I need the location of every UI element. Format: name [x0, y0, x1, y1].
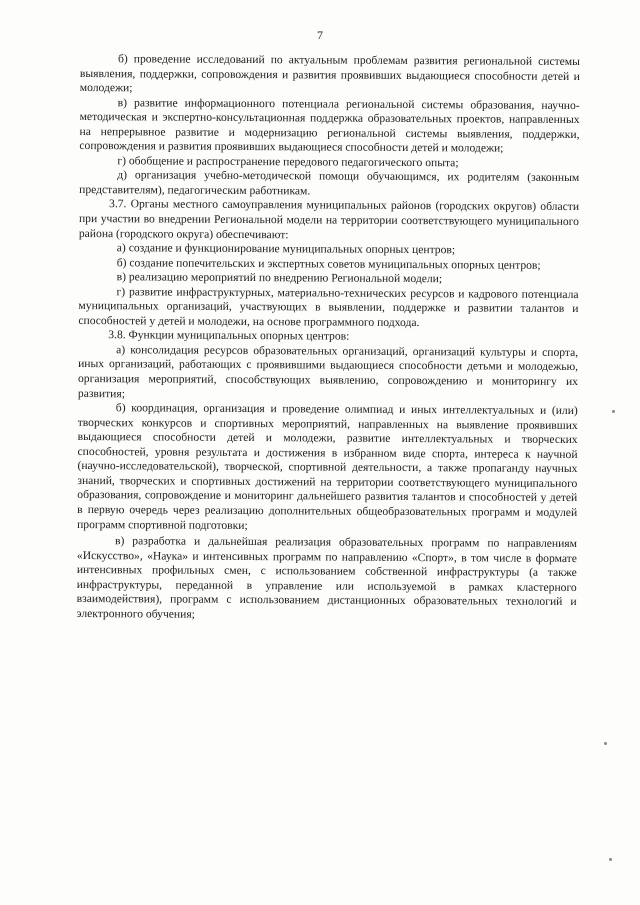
paragraph: г) развитие инфраструктурных, материально-технических ресурсов и кадрового потенциала муниципальных организаций, участвующих в выявлении, поддержке и развитии талантов и способностей у детей и молодежи, на основе программного подхода.	[78, 284, 579, 329]
paragraph: б) проведение исследований по актуальным проблемам развития региональной системы выявления, поддержки, сопровождения и развития проявивших выдающиеся способности детей и молодежи;	[79, 52, 580, 95]
paragraph: в) реализацию мероприятий по внедрению Региональной модели;	[116, 270, 443, 286]
paragraph: в) развитие информационного потенциала региональной системы образования, научно-методическая и экспертно-консультационная поддержка образовательных проектов, направленных на непрерывное развитие и модернизацию региональной системы выявления, поддержки, сопровождения и развития проявивших выдающиеся способности детей и молодежи;	[79, 95, 580, 155]
paragraph: д) организация учебно-методической помощи обучающимся, их родителям (законным представителям), педагогическим работникам.	[79, 168, 580, 198]
paragraph: в) разработка и дальнейшая реализация образовательных программ по направлениям «Искусство», «Наука» и интенсивных программ по направлению «Спорт», в том числе в формате интенсивных профильных смен, с использованием собственной инфраструктуры (а также инфраструктуры, переданной в управление или используемой в рамках кластерного взаимодействия), программ с использованием дистанционных образовательных технологий и электронного обучения;	[76, 534, 578, 621]
scan-speck	[612, 410, 615, 413]
paragraph: 3.7. Органы местного самоуправления муниципальных районов (городских округов) области при участии во внедрении Региональной модели на территории соответствующего муниципального района (городского округа) обеспечивают:	[78, 197, 580, 241]
paragraph: а) консолидация ресурсов образовательных организаций, организаций культуры и спорта, иных организаций, работающих с проявившими выдающиеся способности детьми и молодежью, организация мероприятий, способствующих выявлению, сопровождению и мониторингу их развития;	[77, 343, 579, 400]
document-body	[77, 52, 580, 624]
page-number: 7	[317, 28, 323, 42]
paragraph: 3.8. Функции муниципальных опорных центров:	[108, 328, 350, 344]
paragraph: а) создание и функционирование муниципальных опорных центров;	[116, 241, 456, 257]
paragraph: г) обобщение и распространение передового педагогического опыта;	[117, 154, 459, 170]
paragraph: б) координация, организация и проведение олимпиад и иных интеллектуальных и (или) творческих конкурсов и спортивных мероприятий, направленных на выявление проявивших выдающиеся способности детей и молодежи, развитие интеллектуальных и творческих способностей, уровня результата и достижения в избранном виде спорта, интереса к научной (научно-исследовательской), творческой, спортивной деятельности, а также пропаганду научных знаний, творческих и спортивных достижений на территории соответствующего муниципального образования, сопровождение и мониторинг дальнейшего развития талантов и способностей у детей в первую очередь через реализацию дополнительных общеобразовательных программ и модулей программ спортивной подготовки;	[77, 401, 578, 532]
scan-speck	[609, 858, 612, 861]
scan-speck	[604, 742, 607, 745]
paragraph: б) создание попечительских и экспертных советов муниципальных опорных центров;	[116, 255, 541, 272]
